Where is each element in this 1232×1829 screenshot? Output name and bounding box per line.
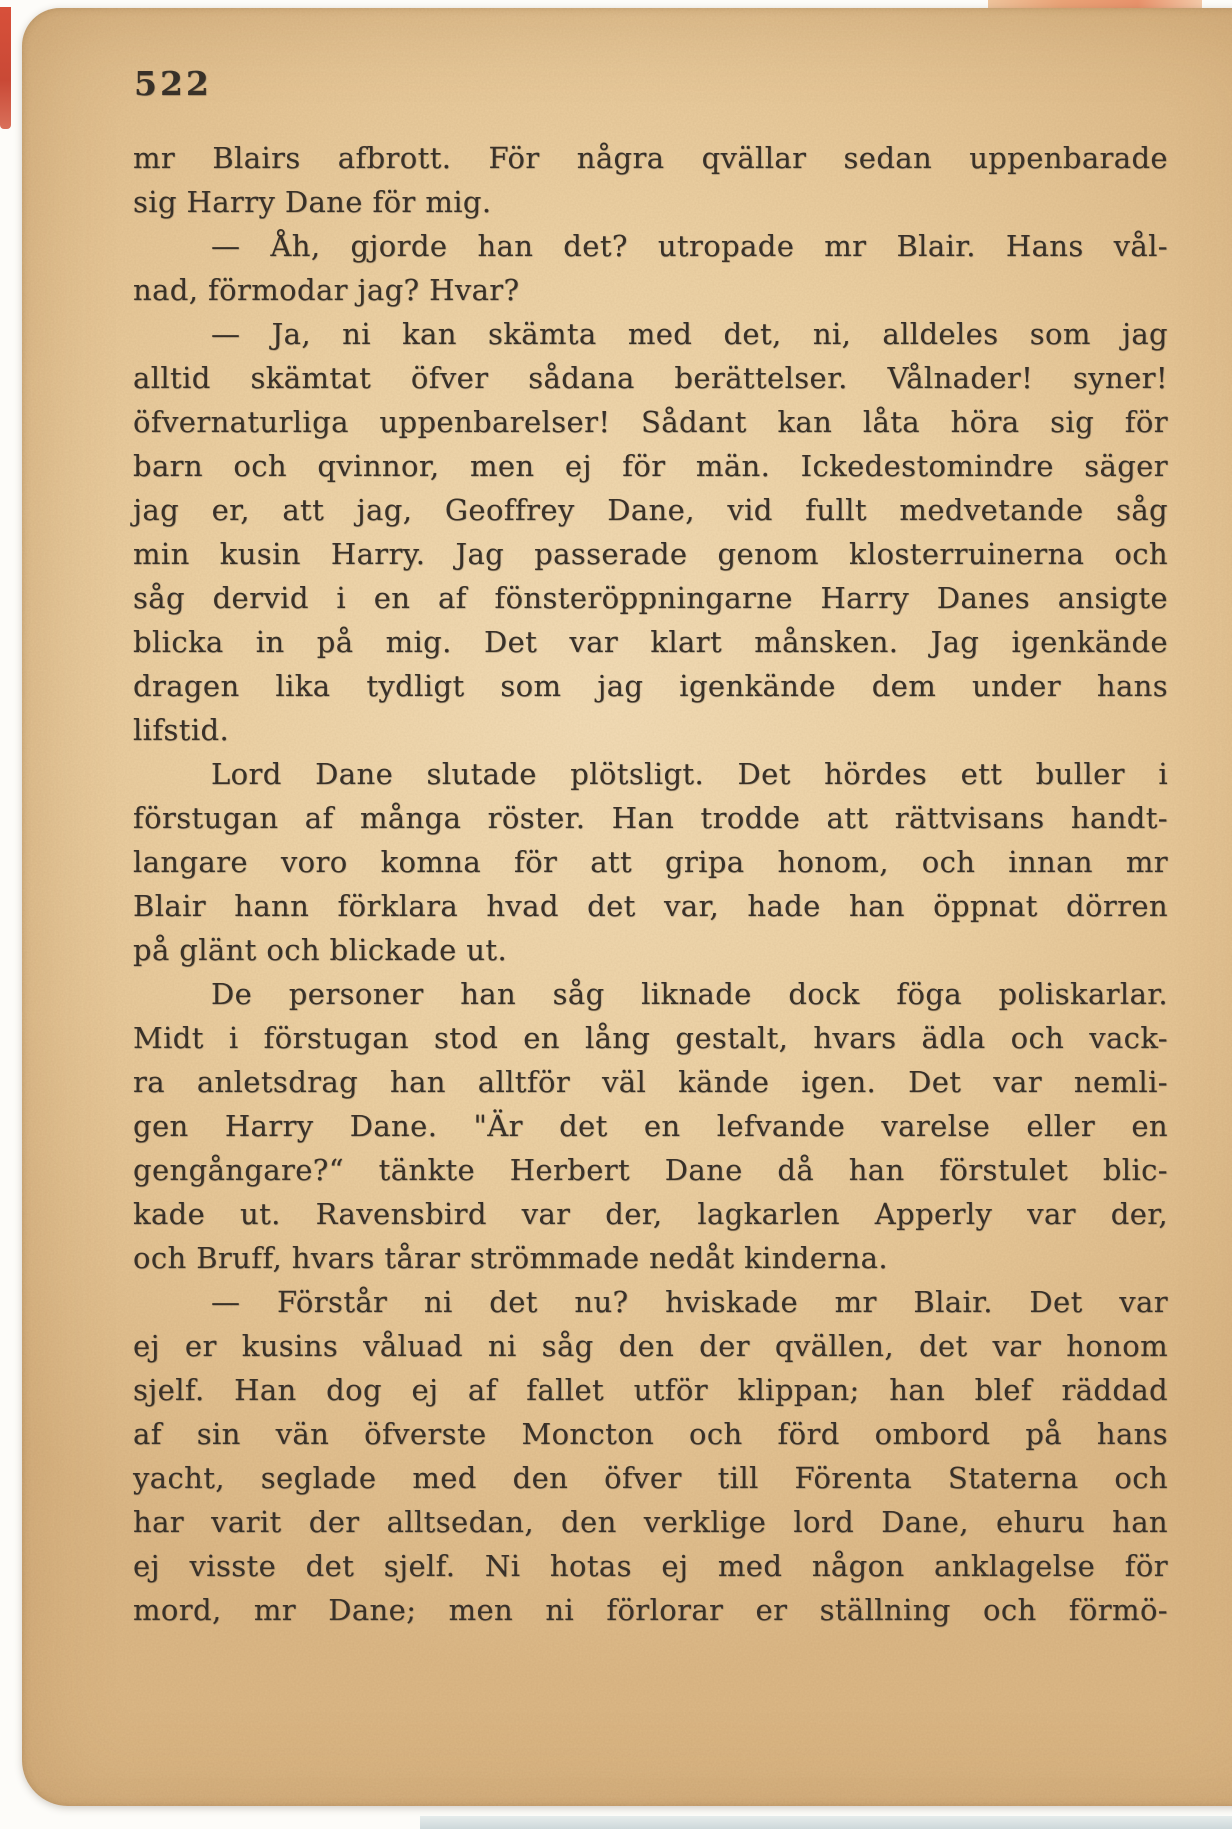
text-line: gen Harry Dane. "Är det en lefvande varelse eller en [133, 1109, 1168, 1143]
text-line: ej er kusins våluad ni såg den der qvällen, det var honom [133, 1329, 1168, 1363]
page-number: 522 [134, 64, 212, 103]
text-line: ej visste det sjelf. Ni hotas ej med någon anklagelse för [133, 1549, 1168, 1583]
scan-edge-red-stripe [0, 7, 11, 129]
text-line: öfvernaturliga uppenbarelser! Sådant kan låta höra sig för [133, 405, 1168, 439]
text-line: dragen lika tydligt som jag igenkände dem under hans [133, 669, 1168, 703]
text-line: lifstid. [133, 713, 230, 747]
text-line: alltid skämtat öfver sådana berättelser. Vålnader! syner! [133, 361, 1168, 395]
book-page [22, 8, 1232, 1806]
text-line: barn och qvinnor, men ej för män. Ickedestomindre säger [133, 449, 1168, 483]
text-line: Midt i förstugan stod en lång gestalt, hvars ädla och vack- [133, 1021, 1168, 1055]
text-line: nad, förmodar jag? Hvar? [133, 273, 520, 307]
text-line: De personer han såg liknade dock föga poliskarlar. [211, 977, 1168, 1011]
text-line: langare voro komna för att gripa honom, och innan mr [133, 845, 1168, 879]
text-line: sig Harry Dane för mig. [133, 185, 492, 219]
text-line: på glänt och blickade ut. [133, 933, 508, 967]
text-line: af sin vän öfverste Moncton och förd ombord på hans [133, 1417, 1168, 1451]
text-line: såg dervid i en af fönsteröppningarne Harry Danes ansigte [133, 581, 1168, 615]
text-line: — Förstår ni det nu? hviskade mr Blair. Det var [211, 1285, 1168, 1319]
text-line: och Bruff, hvars tårar strömmade nedåt kinderna. [133, 1241, 888, 1275]
scan-edge-bottom-band [420, 1816, 1232, 1829]
text-line: har varit der alltsedan, den verklige lord Dane, ehuru han [133, 1505, 1168, 1539]
text-line: ra anletsdrag han alltför väl kände igen. Det var nemli- [133, 1065, 1168, 1099]
text-line: blicka in på mig. Det var klart månsken. Jag igenkände [133, 625, 1168, 659]
text-line: mord, mr Dane; men ni förlorar er ställning och förmö- [133, 1593, 1168, 1627]
text-line: sjelf. Han dog ej af fallet utför klippan; han blef räddad [133, 1373, 1168, 1407]
text-line: Lord Dane slutade plötsligt. Det hördes ett buller i [211, 757, 1168, 791]
text-line: — Åh, gjorde han det? utropade mr Blair. Hans vål- [211, 229, 1168, 263]
text-line: mr Blairs afbrott. För några qvällar sedan uppenbarade [133, 141, 1168, 175]
text-block [133, 136, 1168, 1632]
text-line: kade ut. Ravensbird var der, lagkarlen Apperly var der, [133, 1197, 1168, 1231]
text-line: yacht, seglade med den öfver till Förenta Staterna och [133, 1461, 1168, 1495]
text-line: Blair hann förklara hvad det var, hade han öppnat dörren [133, 889, 1168, 923]
text-line: jag er, att jag, Geoffrey Dane, vid fullt medvetande såg [133, 493, 1168, 527]
text-line: förstugan af många röster. Han trodde att rättvisans handt- [133, 801, 1168, 835]
text-line: gengångare?“ tänkte Herbert Dane då han förstulet blic- [133, 1153, 1168, 1187]
text-line: min kusin Harry. Jag passerade genom klosterruinerna och [133, 537, 1168, 571]
text-line: — Ja, ni kan skämta med det, ni, alldeles som jag [211, 317, 1168, 351]
